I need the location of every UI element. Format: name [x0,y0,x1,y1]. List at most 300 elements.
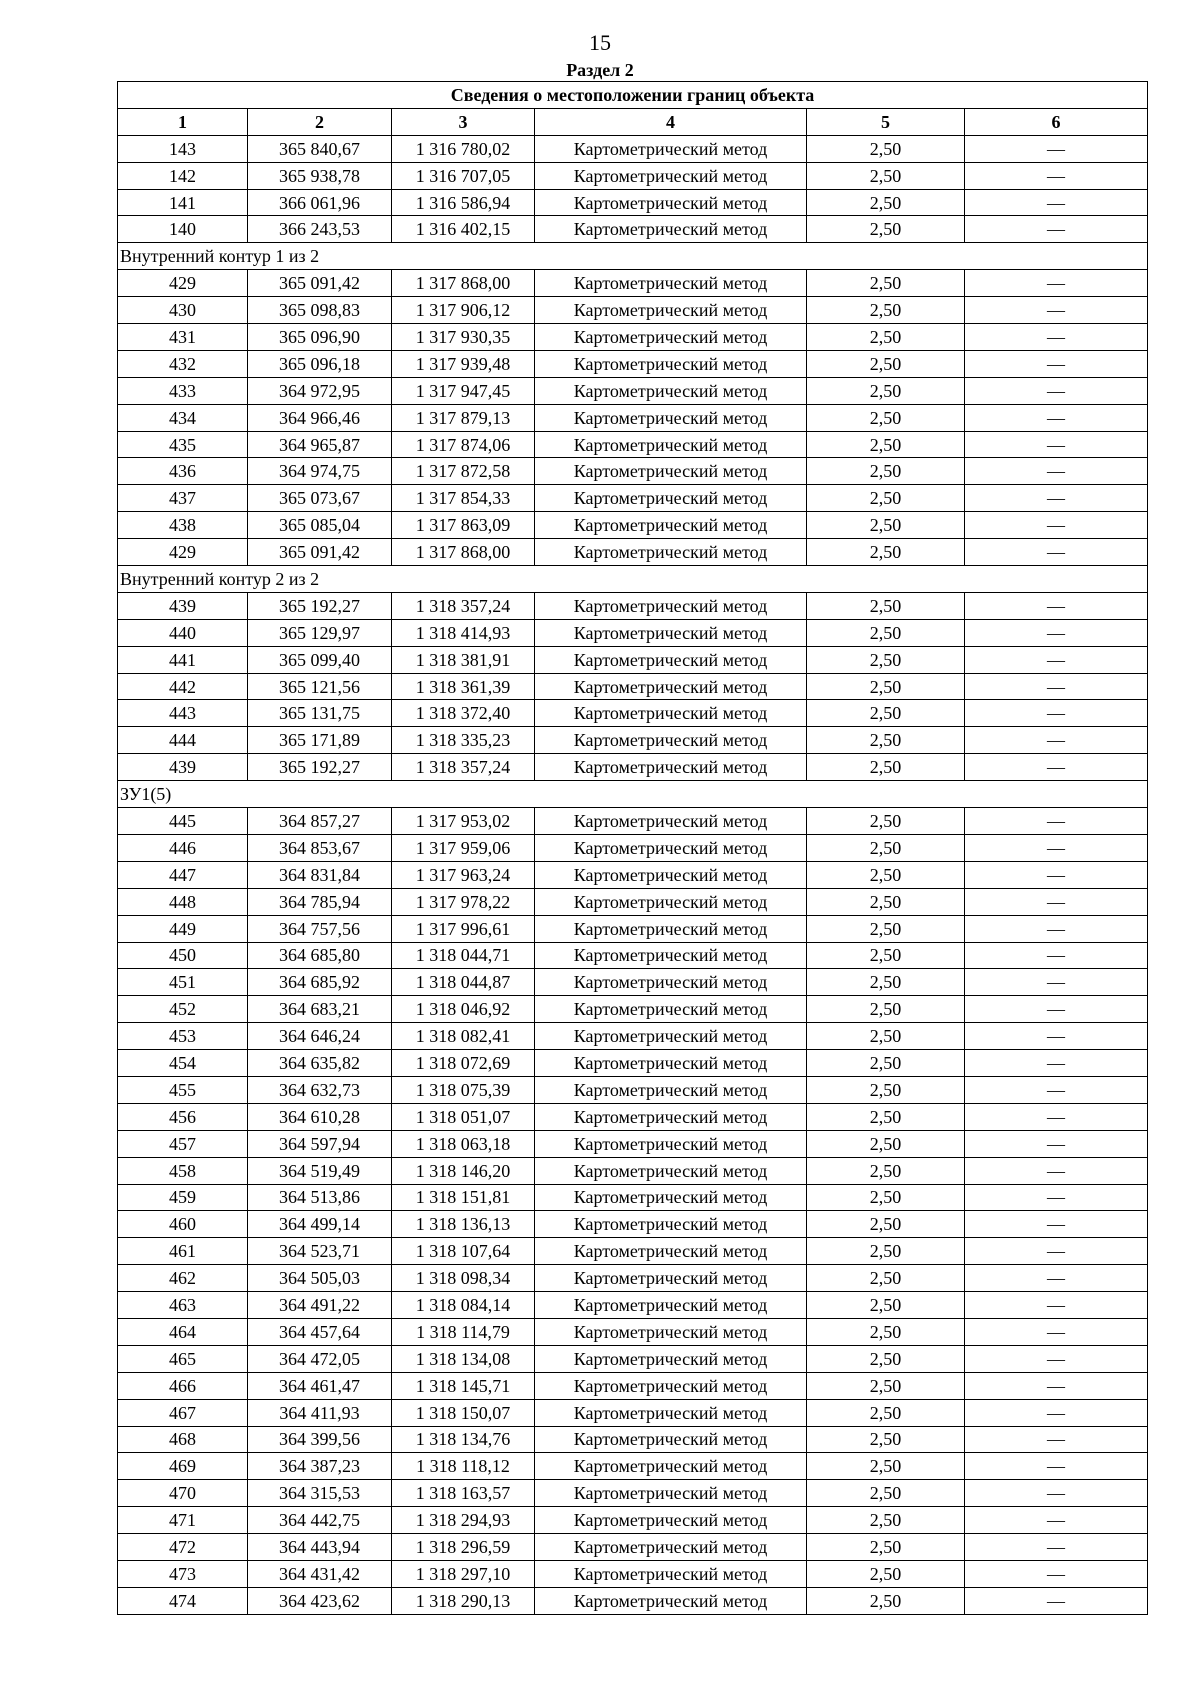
table-cell: — [965,1103,1148,1130]
table-cell: 2,50 [807,1345,965,1372]
table-cell: — [965,1211,1148,1238]
table-cell: 1 317 959,06 [392,834,535,861]
table-cell: — [965,1318,1148,1345]
table-cell: — [965,1265,1148,1292]
table-cell: 431 [118,324,248,351]
table-cell: 364 513,86 [248,1184,392,1211]
table-cell: 429 [118,539,248,566]
table-cell: Картометрический метод [535,377,807,404]
table-cell: 1 318 163,57 [392,1480,535,1507]
table-cell: 365 121,56 [248,673,392,700]
table-row [118,297,1148,324]
table-cell: 447 [118,861,248,888]
table-cell: Картометрический метод [535,1426,807,1453]
table-cell: 364 635,82 [248,1050,392,1077]
table-cell: Картометрический метод [535,834,807,861]
table-cell: 364 966,46 [248,404,392,431]
table-cell: Картометрический метод [535,1534,807,1561]
table-row [118,485,1148,512]
table-cell: 366 243,53 [248,216,392,243]
table-cell: 1 317 854,33 [392,485,535,512]
table-cell: Картометрический метод [535,1292,807,1319]
page-number: 15 [589,30,611,55]
table-cell: 432 [118,350,248,377]
table-cell: 1 317 947,45 [392,377,535,404]
table-cell: Картометрический метод [535,861,807,888]
table-row [118,1211,1148,1238]
table-cell: 2,50 [807,1157,965,1184]
table-cell: Картометрический метод [535,162,807,189]
table-cell: 143 [118,135,248,162]
table-cell: 1 316 402,15 [392,216,535,243]
table-row [118,377,1148,404]
table-cell: 462 [118,1265,248,1292]
group-label: ЗУ1(5) [118,781,1148,808]
table-cell: Картометрический метод [535,1453,807,1480]
table-cell: 2,50 [807,1453,965,1480]
table-cell: 458 [118,1157,248,1184]
table-cell: Картометрический метод [535,619,807,646]
table-cell: 1 318 107,64 [392,1238,535,1265]
table-row [118,1372,1148,1399]
table-cell: — [965,673,1148,700]
table-cell: 439 [118,592,248,619]
group-label: Внутренний контур 1 из 2 [118,243,1148,270]
table-row [118,1103,1148,1130]
table-cell: Картометрический метод [535,1560,807,1587]
table-cell: 1 318 072,69 [392,1050,535,1077]
table-cell: 365 129,97 [248,619,392,646]
table-cell: 456 [118,1103,248,1130]
table-cell: 364 442,75 [248,1507,392,1534]
table-cell: 2,50 [807,1238,965,1265]
table-cell: 2,50 [807,700,965,727]
table-cell: — [965,1345,1148,1372]
table-cell: 435 [118,431,248,458]
table-cell: — [965,1184,1148,1211]
table-cell: — [965,1507,1148,1534]
table-cell: 364 831,84 [248,861,392,888]
table-cell: 450 [118,942,248,969]
table-cell: 1 318 063,18 [392,1130,535,1157]
column-header-row [118,108,1148,135]
table-cell: 141 [118,189,248,216]
table-row [118,1157,1148,1184]
table-cell: 2,50 [807,646,965,673]
table-cell: 1 317 939,48 [392,350,535,377]
table-cell: — [965,539,1148,566]
table-cell: Картометрический метод [535,324,807,351]
table-cell: 467 [118,1399,248,1426]
table-cell: 466 [118,1372,248,1399]
table-row [118,700,1148,727]
table-cell: — [965,350,1148,377]
column-header: 2 [248,108,392,135]
table-cell: Картометрический метод [535,1480,807,1507]
table-cell: — [965,619,1148,646]
table-cell: 1 318 084,14 [392,1292,535,1319]
group-label: Внутренний контур 2 из 2 [118,566,1148,593]
table-cell: 2,50 [807,996,965,1023]
table-cell: Картометрический метод [535,969,807,996]
table-head [118,82,1148,136]
table-cell: 364 443,94 [248,1534,392,1561]
table-row [118,1050,1148,1077]
table-row [118,162,1148,189]
table-cell: 1 318 150,07 [392,1399,535,1426]
table-cell: 364 610,28 [248,1103,392,1130]
table-cell: 455 [118,1076,248,1103]
table-cell: Картометрический метод [535,135,807,162]
table-cell: — [965,1130,1148,1157]
table-cell: Картометрический метод [535,1023,807,1050]
table-cell: 364 472,05 [248,1345,392,1372]
table-cell: 365 099,40 [248,646,392,673]
table-cell: 1 318 414,93 [392,619,535,646]
table-cell: 1 317 872,58 [392,458,535,485]
table-cell: — [965,1050,1148,1077]
table-cell: 365 098,83 [248,297,392,324]
table-cell: 2,50 [807,888,965,915]
table-cell: 1 318 297,10 [392,1560,535,1587]
table-cell: 2,50 [807,216,965,243]
table-cell: 2,50 [807,673,965,700]
table-row [118,1130,1148,1157]
table-cell: 1 317 978,22 [392,888,535,915]
table-cell: Картометрический метод [535,297,807,324]
table-cell: 453 [118,1023,248,1050]
table-cell: 140 [118,216,248,243]
table-cell: 465 [118,1345,248,1372]
table-cell: — [965,1534,1148,1561]
column-header: 4 [535,108,807,135]
table-cell: 364 632,73 [248,1076,392,1103]
table-cell: — [965,270,1148,297]
table-cell: 365 091,42 [248,539,392,566]
table-cell: 471 [118,1507,248,1534]
table-row [118,404,1148,431]
table-cell: 2,50 [807,1292,965,1319]
table-cell: — [965,888,1148,915]
table-cell: 1 317 874,06 [392,431,535,458]
table-cell: — [965,324,1148,351]
table-cell: 2,50 [807,1211,965,1238]
table-cell: — [965,1399,1148,1426]
table-row [118,1076,1148,1103]
table-cell: 470 [118,1480,248,1507]
table-cell: 364 974,75 [248,458,392,485]
table-row [118,431,1148,458]
group-row [118,781,1148,808]
table-row [118,270,1148,297]
table-row [118,1453,1148,1480]
table-row [118,539,1148,566]
table-cell: Картометрический метод [535,1238,807,1265]
table-row [118,216,1148,243]
table-cell: 2,50 [807,1050,965,1077]
table-cell: — [965,1426,1148,1453]
table-cell: 364 315,53 [248,1480,392,1507]
column-header: 5 [807,108,965,135]
table-cell: 2,50 [807,162,965,189]
table-cell: 364 685,92 [248,969,392,996]
table-cell: Картометрический метод [535,216,807,243]
table-cell: 1 318 296,59 [392,1534,535,1561]
table-cell: — [965,297,1148,324]
table-cell: — [965,834,1148,861]
table-cell: — [965,942,1148,969]
table-cell: 364 399,56 [248,1426,392,1453]
table-row [118,1265,1148,1292]
table-cell: 364 461,47 [248,1372,392,1399]
coordinates-table [117,81,1148,1615]
table-cell: — [965,162,1148,189]
table-cell: 365 096,90 [248,324,392,351]
table-title: Сведения о местоположении границ объекта [118,82,1148,109]
table-cell: 1 316 707,05 [392,162,535,189]
table-cell: Картометрический метод [535,808,807,835]
table-row [118,1587,1148,1614]
table-cell: — [965,754,1148,781]
table-cell: 2,50 [807,969,965,996]
table-cell: 433 [118,377,248,404]
table-row [118,1184,1148,1211]
table-cell: 2,50 [807,1318,965,1345]
table-row [118,512,1148,539]
table-row [118,727,1148,754]
table-cell: Картометрический метод [535,673,807,700]
table-cell: — [965,404,1148,431]
table-cell: 2,50 [807,1399,965,1426]
table-cell: 452 [118,996,248,1023]
table-cell: 446 [118,834,248,861]
table-cell: 449 [118,915,248,942]
table-cell: 2,50 [807,808,965,835]
table-cell: 365 840,67 [248,135,392,162]
table-cell: 1 318 151,81 [392,1184,535,1211]
table-cell: — [965,216,1148,243]
table-cell: Картометрический метод [535,754,807,781]
group-row [118,243,1148,270]
table-cell: — [965,1480,1148,1507]
table-cell: 2,50 [807,915,965,942]
table-cell: 469 [118,1453,248,1480]
table-cell: 2,50 [807,592,965,619]
table-row [118,350,1148,377]
table-cell: 451 [118,969,248,996]
table-cell: 1 318 046,92 [392,996,535,1023]
table-cell: Картометрический метод [535,1507,807,1534]
table-cell: 365 073,67 [248,485,392,512]
table-cell: 463 [118,1292,248,1319]
table-cell: 437 [118,485,248,512]
table-cell: 461 [118,1238,248,1265]
table-cell: Картометрический метод [535,189,807,216]
table-cell: Картометрический метод [535,1211,807,1238]
table-cell: 1 317 906,12 [392,297,535,324]
table-cell: 1 317 868,00 [392,539,535,566]
table-cell: 2,50 [807,1023,965,1050]
table-cell: Картометрический метод [535,1103,807,1130]
table-cell: — [965,1157,1148,1184]
table-row [118,1399,1148,1426]
table-cell: Картометрический метод [535,1372,807,1399]
table-cell: 365 171,89 [248,727,392,754]
table-row [118,834,1148,861]
table-cell: 2,50 [807,1507,965,1534]
table-cell: 1 318 044,71 [392,942,535,969]
table-cell: 2,50 [807,754,965,781]
table-row [118,1318,1148,1345]
table-cell: — [965,592,1148,619]
table-cell: 472 [118,1534,248,1561]
table-cell: 365 085,04 [248,512,392,539]
table-cell: Картометрический метод [535,888,807,915]
table-row [118,1238,1148,1265]
table-cell: — [965,727,1148,754]
table-cell: 1 317 996,61 [392,915,535,942]
table-cell: 364 965,87 [248,431,392,458]
table-cell: — [965,1076,1148,1103]
table-cell: 1 317 879,13 [392,404,535,431]
table-cell: — [965,135,1148,162]
table-cell: 2,50 [807,270,965,297]
table-cell: — [965,915,1148,942]
table-row [118,969,1148,996]
table-cell: 2,50 [807,512,965,539]
table-cell: 442 [118,673,248,700]
table-cell: 2,50 [807,727,965,754]
table-cell: 438 [118,512,248,539]
table-cell: — [965,377,1148,404]
table-cell: 365 938,78 [248,162,392,189]
table-cell: 454 [118,1050,248,1077]
table-row [118,754,1148,781]
table-cell: 2,50 [807,861,965,888]
table-cell: 1 318 118,12 [392,1453,535,1480]
table-cell: 1 318 051,07 [392,1103,535,1130]
table-cell: 364 646,24 [248,1023,392,1050]
table-cell: 1 318 146,20 [392,1157,535,1184]
table-cell: 364 853,67 [248,834,392,861]
table-cell: 439 [118,754,248,781]
table-cell: 364 499,14 [248,1211,392,1238]
table-cell: Картометрический метод [535,458,807,485]
table-cell: Картометрический метод [535,1157,807,1184]
table-cell: 1 318 145,71 [392,1372,535,1399]
table-cell: 1 317 963,24 [392,861,535,888]
table-cell: Картометрический метод [535,915,807,942]
table-cell: 2,50 [807,834,965,861]
table-cell: 2,50 [807,485,965,512]
table-cell: 474 [118,1587,248,1614]
table-cell: 1 318 098,34 [392,1265,535,1292]
table-cell: 1 317 953,02 [392,808,535,835]
table-cell: Картометрический метод [535,270,807,297]
table-cell: 1 318 357,24 [392,592,535,619]
table-row [118,619,1148,646]
table-row [118,324,1148,351]
column-header: 1 [118,108,248,135]
table-cell: 1 318 082,41 [392,1023,535,1050]
table-cell: — [965,969,1148,996]
table-cell: 1 318 114,79 [392,1318,535,1345]
table-cell: 364 523,71 [248,1238,392,1265]
table-cell: 364 387,23 [248,1453,392,1480]
table-cell: 429 [118,270,248,297]
table-cell: 2,50 [807,431,965,458]
table-row [118,1507,1148,1534]
table-cell: 2,50 [807,539,965,566]
table-cell: — [965,1453,1148,1480]
table-row [118,888,1148,915]
table-cell: Картометрический метод [535,1076,807,1103]
table-row [118,915,1148,942]
table-cell: 430 [118,297,248,324]
table-cell: Картометрический метод [535,1345,807,1372]
table-cell: Картометрический метод [535,727,807,754]
table-cell: 142 [118,162,248,189]
column-header: 3 [392,108,535,135]
table-cell: 468 [118,1426,248,1453]
table-cell: 366 061,96 [248,189,392,216]
table-cell: 460 [118,1211,248,1238]
table-cell: 2,50 [807,1587,965,1614]
table-cell: 2,50 [807,189,965,216]
table-cell: 2,50 [807,1480,965,1507]
table-cell: 444 [118,727,248,754]
table-cell: 1 318 136,13 [392,1211,535,1238]
table-cell: — [965,485,1148,512]
table-cell: 436 [118,458,248,485]
table-cell: 2,50 [807,1265,965,1292]
table-cell: 1 318 075,39 [392,1076,535,1103]
section-title: Раздел 2 [566,60,634,80]
table-cell: 2,50 [807,1130,965,1157]
table-cell: 464 [118,1318,248,1345]
table-cell: Картометрический метод [535,942,807,969]
group-row [118,566,1148,593]
table-cell: 364 431,42 [248,1560,392,1587]
table-cell: 1 318 044,87 [392,969,535,996]
table-cell: — [965,808,1148,835]
table-cell: — [965,1023,1148,1050]
table-cell: — [965,996,1148,1023]
table-cell: 2,50 [807,942,965,969]
table-cell: 2,50 [807,1076,965,1103]
table-cell: Картометрический метод [535,1184,807,1211]
table-row [118,189,1148,216]
table-row [118,1345,1148,1372]
table-cell: Картометрический метод [535,1587,807,1614]
table-cell: Картометрический метод [535,485,807,512]
table-row [118,996,1148,1023]
table-cell: 364 505,03 [248,1265,392,1292]
table-cell: Картометрический метод [535,350,807,377]
table-cell: Картометрический метод [535,512,807,539]
table-cell: 440 [118,619,248,646]
table-body [118,135,1148,1614]
table-cell: 365 096,18 [248,350,392,377]
table-cell: Картометрический метод [535,1050,807,1077]
table-cell: — [965,646,1148,673]
table-cell: 443 [118,700,248,727]
table-cell: 1 318 357,24 [392,754,535,781]
table-cell: 364 491,22 [248,1292,392,1319]
table-cell: 2,50 [807,404,965,431]
table-cell: 1 316 586,94 [392,189,535,216]
table-row [118,861,1148,888]
